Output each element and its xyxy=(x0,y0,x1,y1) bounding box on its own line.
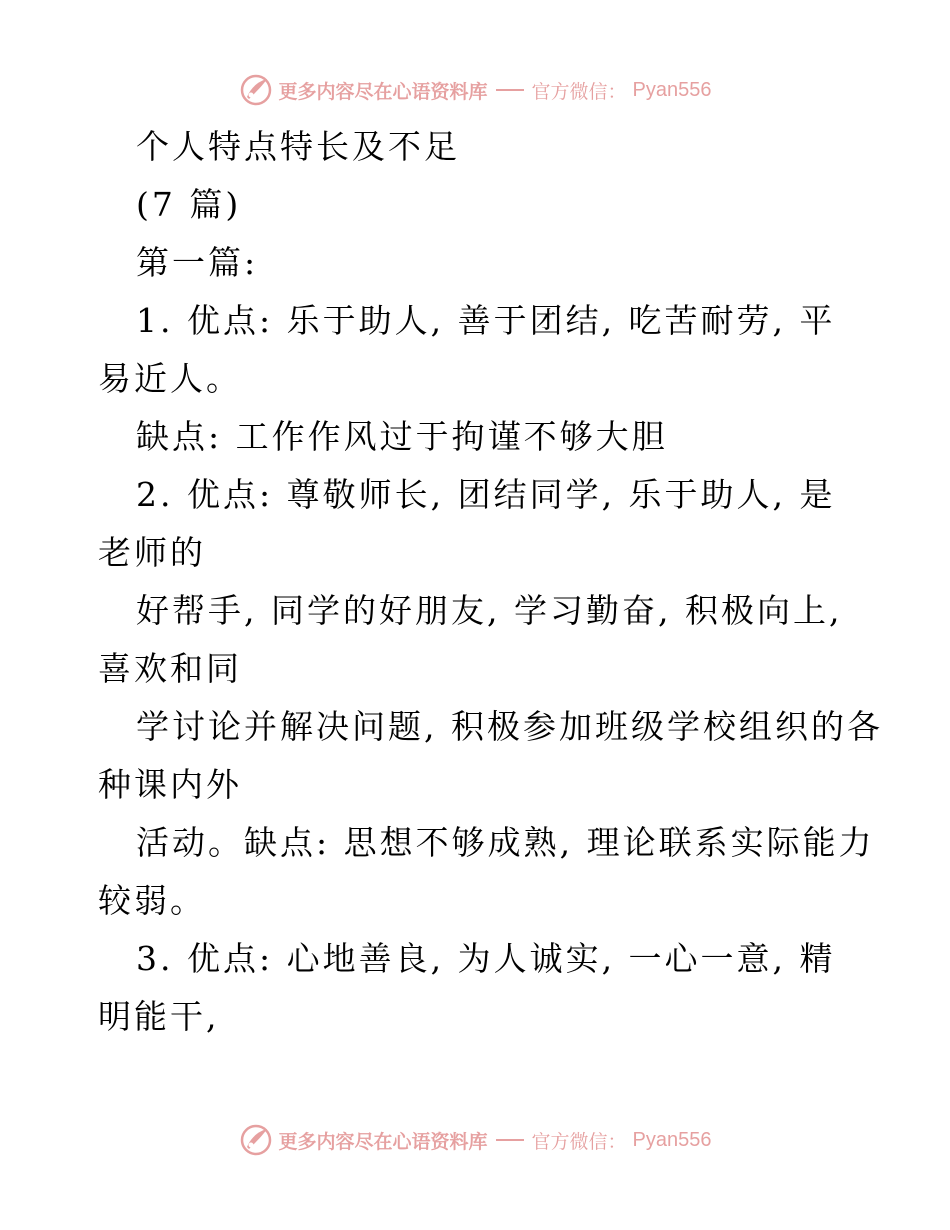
footer-watermark xyxy=(0,1120,950,1160)
text-line: (7 篇) xyxy=(136,185,242,224)
watermark-wechat-id: Pyan556 xyxy=(632,78,712,101)
document-body xyxy=(98,118,883,1046)
text-line: 老师的 xyxy=(98,533,206,572)
watermark-separator xyxy=(496,89,524,91)
watermark-title: 更多内容尽在心语资料库 xyxy=(278,1130,488,1153)
text-line: 好帮手, 同学的好朋友, 学习勤奋, 积极向上, xyxy=(136,591,843,630)
watermark-wechat-label: 官方微信： xyxy=(531,80,627,103)
text-line: 学讨论并解决问题, 积极参加班级学校组织的各 xyxy=(136,707,883,746)
text-line: 第一篇: xyxy=(136,243,259,282)
brush-logo-icon xyxy=(239,73,273,107)
watermark-title: 更多内容尽在心语资料库 xyxy=(278,80,488,103)
header-watermark xyxy=(0,70,950,110)
text-line: 喜欢和同 xyxy=(98,649,242,688)
brush-logo-icon xyxy=(239,1123,273,1157)
text-line: 1. 优点: 乐于助人, 善于团结, 吃苦耐劳, 平 xyxy=(136,301,836,340)
text-line: 较弱。 xyxy=(98,881,206,920)
text-line: 明能干, xyxy=(98,997,220,1036)
watermark-wechat-label: 官方微信： xyxy=(531,1130,627,1153)
text-line: 活动。缺点: 思想不够成熟, 理论联系实际能力 xyxy=(136,823,875,862)
text-line: 2. 优点: 尊敬师长, 团结同学, 乐于助人, 是 xyxy=(136,475,836,514)
text-line: 种课内外 xyxy=(98,765,242,804)
text-line: 缺点: 工作作风过于拘谨不够大胆 xyxy=(136,417,668,456)
text-line: 3. 优点: 心地善良, 为人诚实, 一心一意, 精 xyxy=(136,939,836,978)
watermark-wechat-id: Pyan556 xyxy=(632,1128,712,1151)
watermark-separator xyxy=(496,1139,524,1141)
text-line: 易近人。 xyxy=(98,359,242,398)
text-line: 个人特点特长及不足 xyxy=(136,127,460,166)
